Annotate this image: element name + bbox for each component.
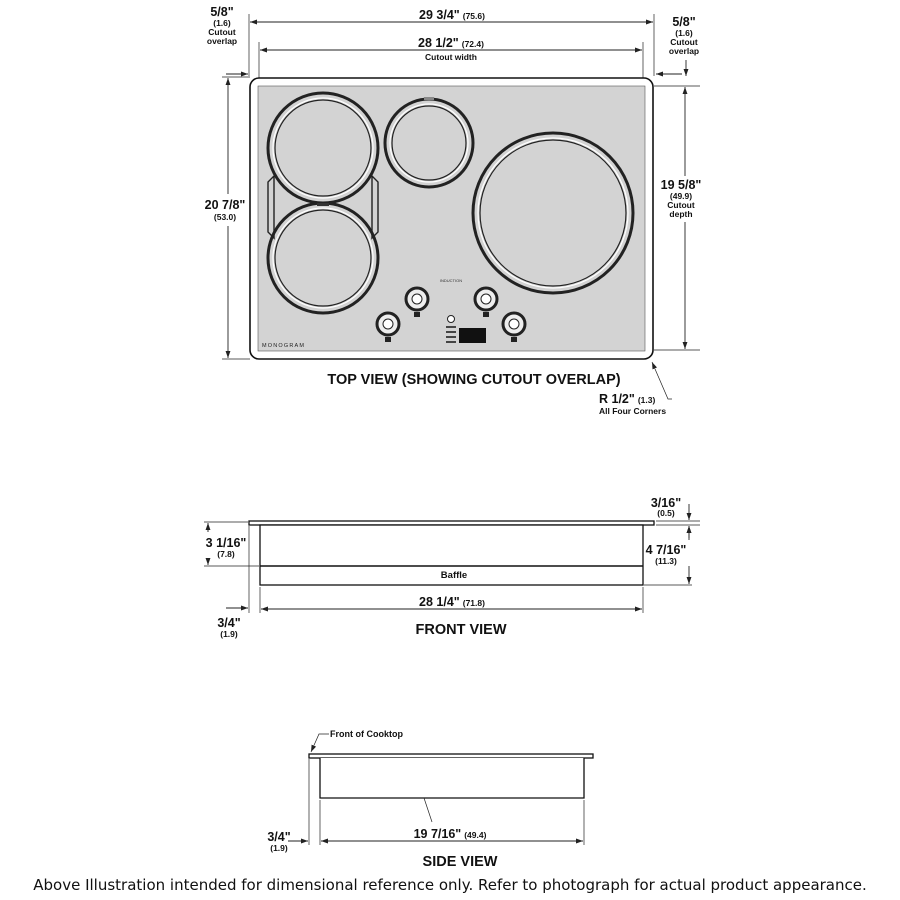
- side-offset-label: [267, 830, 290, 853]
- top-view: [205, 5, 702, 416]
- overall-width-label: 29 3/4" (75.6): [419, 8, 485, 22]
- induction-label: INDUCTION: [439, 278, 463, 283]
- side-body: [320, 758, 584, 798]
- top-view-title: TOP VIEW (SHOWING CUTOUT OVERLAP): [327, 372, 621, 388]
- power-icon: [448, 316, 455, 323]
- front-offset-label: [217, 616, 240, 639]
- svg-text:5/8": 5/8": [210, 5, 234, 19]
- right-overlap-label: [669, 15, 699, 56]
- side-view: [267, 729, 593, 870]
- height-left-label: [206, 536, 247, 559]
- baffle-label: Baffle: [440, 570, 468, 581]
- overall-depth-label: [205, 198, 246, 222]
- svg-text:depth: depth: [669, 209, 693, 219]
- svg-text:Cutout: Cutout: [667, 200, 695, 210]
- corner-radius-caption: All Four Corners: [599, 406, 667, 416]
- svg-text:3/16": 3/16": [650, 496, 682, 510]
- brand-logo: MONOGRAM: [262, 343, 306, 349]
- front-view-title: FRONT VIEW: [415, 622, 507, 638]
- front-view: [204, 496, 700, 639]
- cooking-zone-right: [473, 133, 633, 293]
- front-width-label: 28 1/4" (71.8): [419, 595, 485, 609]
- svg-text:(53.0): (53.0): [213, 212, 237, 222]
- height-right-label: [646, 543, 687, 566]
- svg-text:(1.6): (1.6): [675, 28, 693, 38]
- svg-text:19 5/8": 19 5/8": [660, 178, 702, 192]
- glass-thickness-label: [651, 496, 681, 518]
- side-glass: [309, 754, 593, 758]
- svg-text:(1.6): (1.6): [213, 18, 231, 28]
- svg-text:5/8": 5/8": [672, 15, 696, 29]
- cutout-depth-label: [661, 178, 702, 219]
- svg-text:(7.8): (7.8): [217, 549, 235, 559]
- cutout-width-label: 28 1/2" (72.4): [418, 36, 484, 50]
- footnote: Above Illustration intended for dimensional reference only. Refer to photograph for actual product appearance.: [33, 876, 867, 894]
- svg-text:(49.9): (49.9): [669, 191, 693, 201]
- left-overlap-label: [207, 5, 237, 46]
- control-display: [459, 328, 486, 343]
- corner-radius-label: R 1/2" (1.3): [599, 392, 656, 406]
- side-view-title: SIDE VIEW: [422, 854, 498, 870]
- front-of-cooktop-label: Front of Cooktop: [330, 729, 403, 739]
- svg-text:Cutout: Cutout: [208, 27, 236, 37]
- svg-text:3/4": 3/4": [267, 830, 291, 844]
- svg-text:overlap: overlap: [668, 46, 700, 56]
- svg-text:(0.5): (0.5): [657, 508, 675, 518]
- svg-text:(11.3): (11.3): [655, 556, 677, 566]
- svg-text:(1.9): (1.9): [220, 629, 238, 639]
- svg-text:(1.9): (1.9): [270, 843, 288, 853]
- cutout-width-caption: Cutout width: [425, 52, 477, 62]
- svg-text:4 7/16": 4 7/16": [645, 543, 687, 557]
- svg-text:3/4": 3/4": [217, 616, 241, 630]
- cooking-zone-center-rear: [385, 99, 473, 187]
- cooking-zone-left-front: [268, 203, 378, 313]
- cooking-zone-left-rear: [268, 93, 378, 203]
- svg-text:3 1/16": 3 1/16": [205, 536, 247, 550]
- svg-text:Cutout: Cutout: [670, 37, 698, 47]
- side-depth-label: 19 7/16" (49.4): [413, 827, 487, 841]
- svg-text:overlap: overlap: [206, 36, 238, 46]
- svg-text:20 7/8": 20 7/8": [204, 198, 246, 212]
